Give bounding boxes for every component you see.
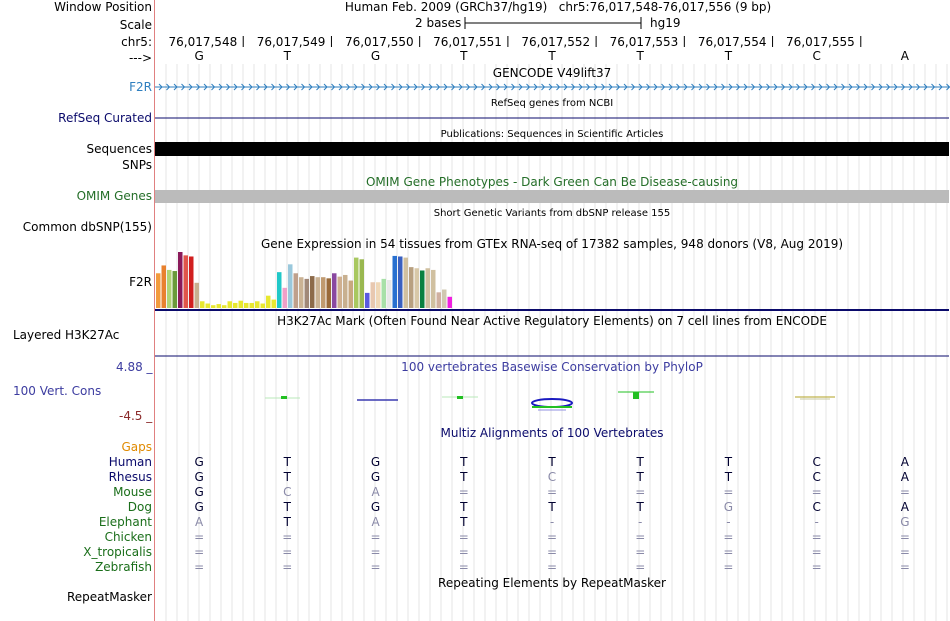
ruler-position: 76,017,553 (609, 35, 679, 49)
window-position-label: Window Position (54, 0, 152, 14)
gtex-tissue-bar (288, 264, 293, 308)
alignment-base: = (811, 530, 822, 544)
gtex-tissue-bar (437, 292, 442, 308)
alignment-base: C (812, 500, 821, 514)
phylop-title: 100 vertebrates Basewise Conservation by PhyloP (401, 360, 703, 374)
alignment-base: = (282, 560, 293, 574)
phylop-max: 4.88 _ (116, 360, 153, 374)
alignment-base: = (723, 530, 734, 544)
h3k27ac-title: H3K27Ac Mark (Often Found Near Active Regulatory Elements) on 7 cell lines from ENCODE (277, 314, 827, 328)
alignment-base: = (194, 530, 205, 544)
alignment-base: G (370, 470, 381, 484)
gtex-tissue-bar (387, 280, 392, 308)
alignment-base: = (546, 545, 558, 559)
alignment-base: T (460, 455, 468, 469)
alignment-base: = (899, 530, 910, 544)
gtex-tissue-bar (382, 279, 387, 308)
omim-gene-bar (155, 190, 949, 203)
alignment-base: = (282, 530, 293, 544)
gtex-tissue-bar (195, 283, 200, 308)
gencode-gene-label[interactable]: F2R (129, 80, 152, 94)
gtex-tissue-bar (266, 296, 271, 308)
alignment-base: T (460, 500, 468, 514)
gtex-tissue-bar (371, 282, 376, 308)
alignment-base: G (194, 470, 204, 484)
gtex-tissue-bar (420, 270, 425, 308)
alignment-base: - (726, 515, 731, 529)
alignment-base: C (812, 455, 821, 469)
gencode-title: GENCODE V49lift37 (492, 66, 612, 80)
gtex-tissue-bar (294, 273, 299, 308)
gtex-tissue-bar (233, 303, 238, 308)
alignment-base: = (723, 485, 734, 499)
base-letter: T (724, 49, 733, 63)
alignment-base: = (899, 485, 910, 499)
gtex-tissue-bar (338, 277, 343, 308)
alignment-base: = (282, 545, 293, 559)
alignment-base: = (370, 545, 381, 559)
alignment-base: G (194, 455, 204, 469)
alignment-base: T (548, 455, 556, 469)
dbsnp-title: Short Genetic Variants from dbSNP release 155 (433, 208, 671, 219)
alignment-base: T (460, 515, 468, 529)
gtex-tissue-bar (376, 282, 381, 308)
alignment-base: G (370, 500, 381, 514)
alignment-base: C (283, 485, 292, 499)
alignment-base: = (811, 545, 822, 559)
strand-label: ---> (128, 51, 152, 65)
species-label[interactable]: Mouse (113, 485, 152, 499)
alignment-base: = (635, 560, 646, 574)
omim-title: OMIM Gene Phenotypes - Dark Green Can Be Disease-causing (365, 175, 739, 189)
alignment-base: G (900, 515, 910, 529)
snps-label[interactable]: SNPs (122, 158, 152, 172)
alignment-base: = (370, 560, 381, 574)
window-position-value[interactable]: Human Feb. 2009 (GRCh37/hg19) chr5:76,017,548-76,017,556 (9 bp) (344, 0, 772, 14)
alignment-base: = (635, 485, 646, 499)
phylop-min: -4.5 _ (119, 409, 153, 423)
alignment-base: = (899, 560, 910, 574)
repeatmasker-title: Repeating Elements by RepeatMasker (438, 576, 666, 590)
gtex-tissue-bar (250, 303, 255, 308)
gtex-tissue-bar (277, 272, 282, 308)
ruler-position: 76,017,552 (521, 35, 591, 49)
chrom-label: chr5: (121, 35, 152, 49)
refseq-label[interactable]: RefSeq Curated (58, 111, 152, 125)
alignment-base: = (458, 485, 469, 499)
base-letter: T (283, 49, 291, 63)
gtex-tissue-bar (222, 305, 227, 308)
alignment-base: = (811, 485, 822, 499)
gtex-tissue-bar (244, 303, 249, 308)
alignment-base: = (723, 545, 734, 559)
scale-text: 2 bases (415, 16, 462, 30)
alignment-base: = (546, 485, 558, 499)
alignment-base: A (900, 500, 909, 514)
alignment-base: G (194, 485, 204, 499)
alignment-base: = (194, 545, 205, 559)
base-letter: A (900, 49, 909, 63)
base-letter: T (548, 49, 556, 63)
alignment-base: = (458, 530, 469, 544)
phylop-mark (281, 396, 287, 399)
alignment-base: T (283, 455, 291, 469)
omim-label[interactable]: OMIM Genes (76, 189, 152, 203)
gtex-tissue-bar (206, 304, 211, 308)
base-letter: G (194, 49, 204, 63)
gtex-tissue-bar (332, 273, 337, 308)
alignment-base: = (546, 530, 558, 544)
scale-label: Scale (119, 18, 152, 32)
alignment-base: = (370, 530, 381, 544)
alignment-base: T (636, 470, 644, 484)
gtex-tissue-bar (283, 288, 288, 308)
alignment-base: T (724, 470, 733, 484)
alignment-base: - (549, 515, 555, 529)
gtex-tissue-bar (200, 301, 205, 308)
alignment-base: - (638, 515, 643, 529)
alignment-base: = (635, 545, 646, 559)
ruler-position: 76,017,551 (433, 35, 502, 49)
gtex-tissue-bar (393, 256, 398, 308)
gtex-tissue-bar (321, 277, 326, 308)
alignment-base: T (724, 455, 733, 469)
alignment-base: T (283, 515, 291, 529)
publications-label[interactable]: Sequences (86, 142, 152, 156)
phylop-label[interactable]: 100 Vert. Cons (13, 384, 102, 398)
alignment-base: T (636, 500, 644, 514)
alignment-base: T (460, 470, 468, 484)
gtex-label[interactable]: F2R (129, 275, 152, 289)
gtex-tissue-bar (173, 271, 178, 308)
phylop-mark (633, 392, 639, 399)
gtex-tissue-bar (415, 268, 420, 308)
refseq-title: RefSeq genes from NCBI (490, 98, 614, 109)
gtex-tissue-bar (310, 276, 315, 308)
phylop-mark (532, 399, 572, 407)
alignment-base: T (548, 500, 556, 514)
alignment-base: A (900, 470, 909, 484)
publications-title: Publications: Sequences in Scientific Articles (440, 129, 664, 140)
alignment-base: C (812, 470, 821, 484)
gtex-tissue-bar (343, 275, 348, 308)
species-label[interactable]: Chicken (104, 530, 152, 544)
species-label[interactable]: Human (108, 455, 152, 469)
alignment-base: A (195, 515, 204, 529)
species-label[interactable]: X_tropicalis (83, 545, 152, 559)
gtex-tissue-bar (156, 273, 161, 308)
gtex-tissue-bar (184, 255, 189, 308)
gtex-tissue-bar (299, 277, 304, 308)
alignment-base: T (283, 500, 291, 514)
gtex-tissue-bar (365, 293, 370, 308)
gtex-tissue-bar (239, 301, 244, 308)
gtex-tissue-bar (255, 301, 260, 308)
gtex-tissue-bar (228, 301, 233, 308)
assembly-label: hg19 (650, 16, 681, 30)
alignment-base: = (635, 530, 646, 544)
alignment-base: = (546, 560, 558, 574)
h3k27ac-label[interactable]: Layered H3K27Ac (13, 328, 120, 342)
ruler-position: 76,017,548 (168, 35, 238, 49)
repeatmasker-label[interactable]: RepeatMasker (66, 590, 152, 604)
gtex-tissue-bar (360, 259, 365, 308)
alignment-base: = (899, 545, 910, 559)
alignment-base: C (547, 470, 557, 484)
gtex-tissue-bar (426, 268, 431, 308)
species-label[interactable]: Elephant (98, 515, 152, 529)
ruler-position: 76,017,550 (344, 35, 414, 49)
species-label[interactable]: Dog (127, 500, 152, 514)
alignment-base: = (194, 560, 205, 574)
gtex-tissue-bar (211, 305, 216, 308)
alignment-base: A (900, 455, 909, 469)
gaps-label[interactable]: Gaps (121, 440, 152, 454)
species-label[interactable]: Zebrafish (95, 560, 152, 574)
gtex-tissue-bar (349, 281, 354, 308)
publication-sequence-bar (155, 142, 949, 156)
gtex-tissue-bar (305, 279, 310, 308)
gtex-tissue-bar (404, 258, 409, 308)
base-letter: T (636, 49, 644, 63)
ruler-position: 76,017,555 (786, 35, 855, 49)
gtex-tissue-bar (162, 265, 167, 308)
alignment-base: = (723, 560, 734, 574)
gtex-tissue-bar (431, 270, 436, 308)
base-letter: C (812, 49, 821, 63)
gtex-tissue-bar (272, 300, 277, 308)
gtex-tissue-bar (398, 256, 403, 308)
gtex-tissue-bar (448, 297, 453, 308)
multiz-title: Multiz Alignments of 100 Vertebrates (440, 426, 664, 440)
dbsnp-label[interactable]: Common dbSNP(155) (22, 220, 152, 234)
species-label[interactable]: Rhesus (108, 470, 152, 484)
gtex-tissue-bar (409, 267, 414, 308)
base-letter: T (460, 49, 468, 63)
alignment-base: T (636, 455, 644, 469)
phylop-mark (457, 396, 463, 399)
ruler-position: 76,017,549 (256, 35, 326, 49)
alignment-base: G (723, 500, 734, 514)
gtex-tissue-bar (316, 277, 321, 308)
gtex-tissue-bar (442, 290, 447, 308)
gtex-tissue-bar (354, 258, 359, 308)
gtex-tissue-bar (167, 270, 172, 308)
gtex-tissue-bar (261, 304, 266, 308)
gtex-tissue-bar (217, 304, 222, 308)
gtex-title: Gene Expression in 54 tissues from GTEx RNA-seq of 17382 samples, 948 donors (V8, Aug 2019) (260, 237, 844, 251)
base-letter: G (370, 49, 381, 63)
gtex-tissue-bar (327, 278, 332, 308)
alignment-base: = (458, 545, 469, 559)
alignment-base: G (370, 455, 381, 469)
alignment-base: A (371, 485, 380, 499)
gtex-tissue-bar (178, 252, 183, 308)
label-separator[interactable] (154, 0, 155, 621)
alignment-base: = (811, 560, 822, 574)
alignment-base: - (814, 515, 819, 529)
alignment-base: T (283, 470, 291, 484)
alignment-base: = (458, 560, 469, 574)
ruler-position: 76,017,554 (697, 35, 767, 49)
alignment-base: G (194, 500, 204, 514)
alignment-base: A (371, 515, 380, 529)
gtex-tissue-bar (189, 256, 194, 308)
